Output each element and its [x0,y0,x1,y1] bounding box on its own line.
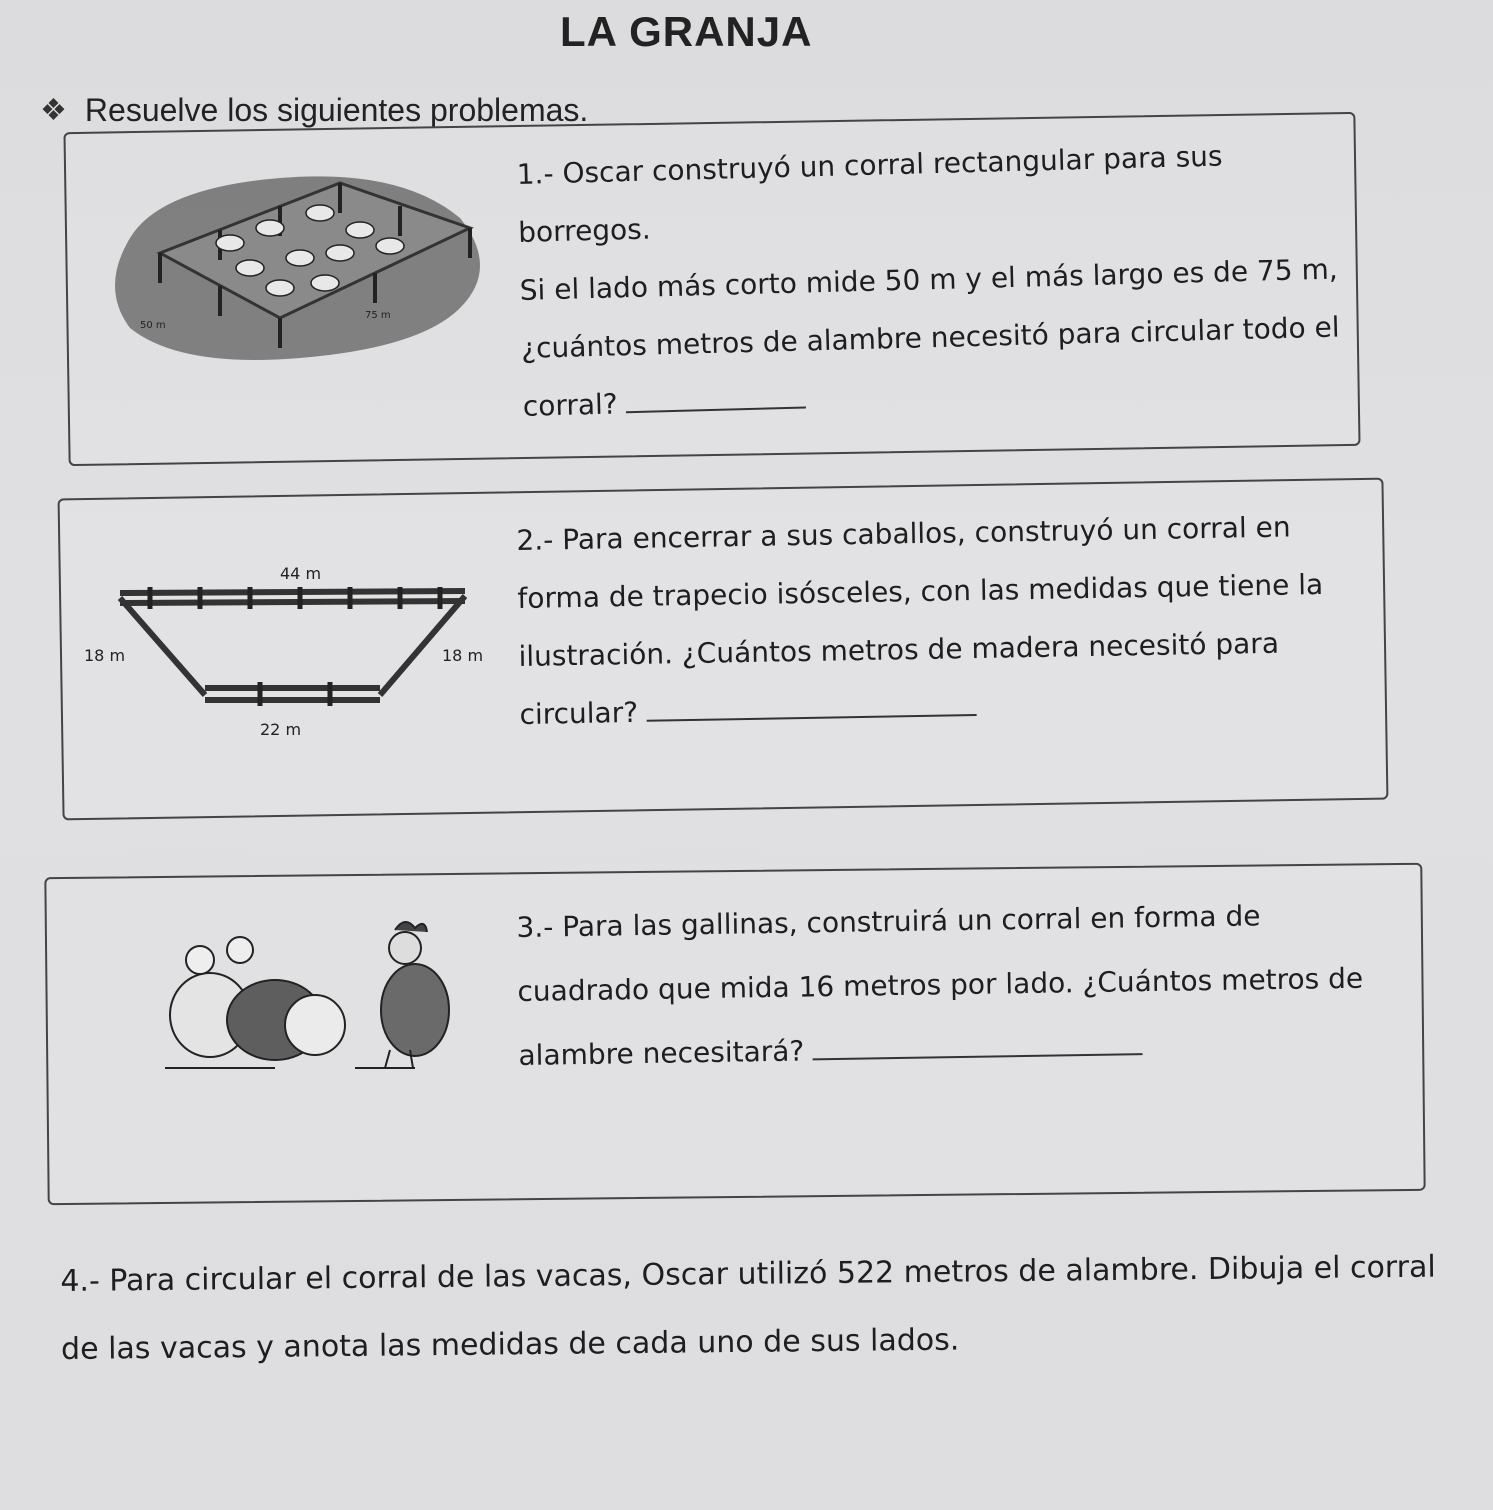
answer-blank-1[interactable] [626,403,806,414]
instruction-text: Resuelve los siguientes problemas. [84,92,589,128]
problem-4-text: 4.- Para circular el corral de las vacas, Oscar utilizó 522 metros de alambre. Dibuja el corral de las vacas y anota las medidas de cada uno de sus lados. [60,1249,1436,1367]
trapezoid-fence-illustration [80,555,500,745]
problem-2-line-1: 2.- Para encerrar a sus caballos, construyó un corral en [516,510,1291,557]
problem-1-text [516,125,1343,436]
problem-1-line-1: 1.- Oscar construyó un corral rectangular para sus borregos. [516,139,1223,249]
chickens-illustration [155,910,455,1080]
sheep-pen-illustration [100,158,500,373]
problem-1-line-2: Si el lado más corto mide 50 m y el más largo es de 75 m, [519,252,1339,307]
pen-long-side-label: 75 m [365,310,391,321]
answer-blank-3[interactable] [812,1049,1142,1060]
problem-2-text [516,498,1340,744]
problem-2-line-3: ilustración. ¿Cuántos metros de madera necesitó para [518,626,1280,673]
answer-blank-2[interactable] [646,710,976,722]
trapezoid-top-label: 44 m [280,564,322,583]
instruction [40,92,588,129]
diamond-bullet-icon: ❖ [40,94,67,127]
trapezoid-right-label: 18 m [442,646,484,665]
problem-3-line-1: 3.- Para las gallinas, construirá un corral en forma de [516,899,1261,944]
pen-short-side-label: 50 m [140,320,166,331]
problem-2-line-2: forma de trapecio isósceles, con las medidas que tiene la [517,567,1324,615]
problem-2-line-4: circular? [519,695,639,731]
problem-3-line-3: alambre necesitará? [518,1034,805,1072]
trapezoid-bottom-label: 22 m [260,720,302,739]
page-title: LA GRANJA [560,8,813,55]
trapezoid-left-label: 18 m [84,646,126,665]
problem-1-line-4: corral? [522,387,619,423]
problem-3-text [516,883,1369,1088]
problem-3-line-2: cuadrado que mida 16 metros por lado. ¿Cuántos metros de [517,961,1364,1008]
problem-1-line-3: ¿cuántos metros de alambre necesitó para circular todo el [520,310,1340,365]
